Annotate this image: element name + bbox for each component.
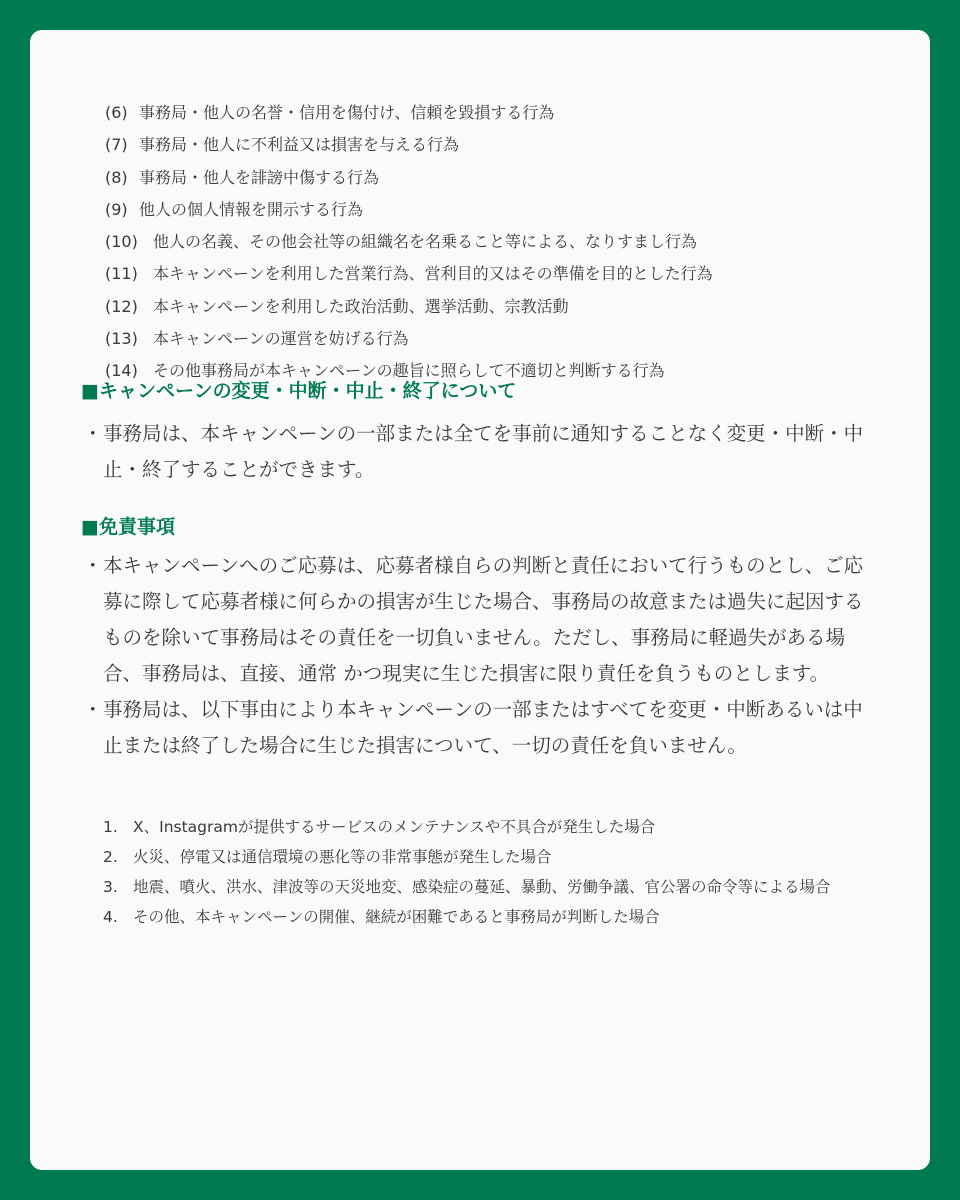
list-item [103, 842, 893, 872]
item-text: 事務局・他人の名誉・信用を傷付け、信頼を毀損する行為 [139, 103, 555, 122]
list-item [105, 291, 895, 323]
disclaimer-section-heading: ■免責事項 [81, 516, 175, 538]
item-text: 本キャンペーンを利用した営業行為、営利目的又はその準備を目的とした行為 [153, 264, 713, 284]
bullet-dot: ・ [83, 698, 103, 721]
item-text: X、Instagramが提供するサービスのメンテナンスや不具合が発生した場合 [133, 818, 656, 836]
list-item [105, 194, 895, 226]
item-number: (10) [105, 232, 138, 252]
item-text: 事務局・他人に不利益又は損害を与える行為 [139, 135, 460, 155]
content-card [30, 30, 930, 1170]
bullet-dot: ・ [83, 554, 103, 577]
list-item [105, 162, 895, 194]
disclaimer-reasons-list [103, 812, 893, 932]
bullet-item [81, 548, 881, 692]
item-text: 本キャンペーンを利用した政治活動、選挙活動、宗教活動 [153, 296, 569, 316]
prohibited-acts-list [105, 97, 895, 388]
bullet-item [81, 692, 881, 764]
list-item [105, 129, 895, 161]
item-number: 1. [103, 818, 118, 836]
bullet-text: 事務局は、本キャンペーンの一部または全てを事前に通知することなく変更・中断・中止・終了することができます。 [103, 422, 864, 481]
list-item [105, 323, 895, 355]
list-item [103, 812, 893, 842]
item-number: (13) [105, 329, 138, 349]
list-item [103, 872, 893, 902]
bullet-item [81, 416, 881, 488]
item-text: その他、本キャンペーンの開催、継続が困難であると事務局が判断した場合 [133, 908, 660, 926]
item-number: 3. [103, 878, 118, 896]
item-text: 他人の個人情報を開示する行為 [139, 199, 364, 219]
item-number: 4. [103, 908, 118, 926]
bullet-text: 本キャンペーンへのご応募は、応募者様自らの判断と責任において行うものとし、ご応募に際して応募者様に何らかの損害が生じた場合、事務局の故意または過失に起因するものを除いて事務局はその責任を一切負いません。ただし、事務局に軽過失がある場合、事務局は、直接、通常 かつ現実に生じた損害に限り責任を負うものとします。 [103, 554, 864, 685]
list-item [105, 258, 895, 290]
item-number: (14) [105, 361, 138, 381]
item-text: 本キャンペーンの運営を妨げる行為 [153, 329, 409, 349]
item-number: (12) [105, 296, 138, 316]
item-number: (7) [105, 135, 128, 155]
change-section-bullets [81, 416, 881, 488]
item-text: その他事務局が本キャンペーンの趣旨に照らして不適切と判断する行為 [153, 361, 665, 381]
disclaimer-section-bullets [81, 548, 881, 764]
change-section-heading: ■キャンペーンの変更・中断・中止・終了について [81, 380, 517, 402]
item-number: 2. [103, 848, 118, 866]
list-item [105, 97, 895, 129]
list-item [103, 902, 893, 932]
item-number: (8) [105, 167, 128, 187]
item-number: (6) [105, 103, 128, 122]
item-text: 地震、噴火、洪水、津波等の天災地変、感染症の蔓延、暴動、労働争議、官公署の命令等による場合 [133, 878, 831, 896]
list-item [105, 226, 895, 258]
item-text: 事務局・他人を誹謗中傷する行為 [139, 167, 380, 187]
item-text: 火災、停電又は通信環境の悪化等の非常事態が発生した場合 [133, 848, 552, 866]
item-text: 他人の名義、その他会社等の組織名を名乗ること等による、なりすまし行為 [153, 232, 698, 252]
item-number: (11) [105, 264, 138, 284]
item-number: (9) [105, 199, 128, 219]
bullet-dot: ・ [83, 422, 103, 445]
bullet-text: 事務局は、以下事由により本キャンペーンの一部またはすべてを変更・中断あるいは中止または終了した場合に生じた損害について、一切の責任を負いません。 [103, 698, 863, 757]
